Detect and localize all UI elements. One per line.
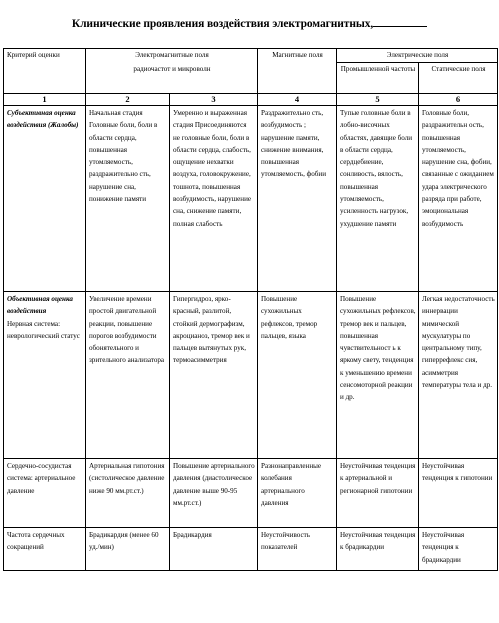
header-em-line1: Электромагнитные поля [135,51,209,59]
title-blank-line [373,17,427,27]
data-cell: Повышение сухожильных рефлексов, тремор век и пальцев, повышенная чувствительност ь к яркому свету, тенденция к уменьшению времени сенсомоторной реакции и др. [337,292,419,459]
criterion-cell [4,106,86,292]
header-industrial: Промышленной частоты [337,63,419,94]
table-row-heart-rate [4,528,498,571]
data-cell: Брадикардия [170,528,258,571]
document-title [0,17,499,30]
data-cell: Гипергидроз, ярко-красный, разлитой, стойкий дермографизм, акроцианоз, тремор век и пальцев вытянутых рук, термоасимметрия [170,292,258,459]
col-number: 6 [419,94,498,106]
data-cell: Головные боли, раздражительн ость, повышенная утомляемость, нарушение сна, фобии, связанные с ожиданием удара электрического разряда при работе, эмоциональная возбудимость [419,106,498,292]
data-cell: Неустойчивость показателей [258,528,337,571]
data-cell: Повышение сухожильных рефлексов, тремор пальцев, языка [258,292,337,459]
col-number: 3 [170,94,258,106]
table-row-subjective [4,106,498,292]
header-em-line2: радиочастот и микроволн [133,65,211,73]
data-cell: Тупые головные боли в лобно-височных областях, давящие боли в области сердца, сердцебиение, сонливость, вялость, повышенная утомляемость, усиленность нагрузок, ухудшение памяти [337,106,419,292]
header-electric: Электрические поля [337,49,498,63]
data-cell: Начальная стадия Головные боли, боли в области сердца, повышенная утомляемость, раздражительно сть, нарушение сна, понижение памяти [86,106,170,292]
header-row-1 [4,49,498,63]
manifestations-table [3,48,498,571]
col-number: 2 [86,94,170,106]
criterion-bold: Субъективная оценка воздействия (Жалобы) [7,109,79,130]
table-row-objective [4,292,498,459]
data-cell: Неустойчивая тенденция к брадикардии [419,528,498,571]
criterion-cell: Частота сердечных сокращений [4,528,86,571]
data-cell: Неустойчивая тенденция к брадикардии [337,528,419,571]
header-static: Статические поля [419,63,498,94]
header-em-fields [86,49,258,94]
col-number: 1 [4,94,86,106]
data-cell: Неустойчивая тенденция к артериальной и регионарной гипотонии [337,459,419,528]
col-number: 4 [258,94,337,106]
data-cell: Повышение артериального давления (диастолическое давление выше 90-95 мм.рт.ст.) [170,459,258,528]
title-text: Клинические проявления воздействия электромагнитных, [71,18,374,30]
data-cell: Умеренно и выраженная стадия Присоединяются не головные боли, боли в области сердца, слабость, ощущение нехватки воздуха, головокружение, тошнота, повышенная возбудимость, нарушение сна, снижение памяти, полная слабость [170,106,258,292]
header-criteria: Критерий оценки [4,49,86,94]
criterion-cell: Сердечно-сосудистая система: артериальное давление [4,459,86,528]
data-cell: Легкая недостаточность иннервации мимической мускулатуры по центральному типу, гиперрефлекс сия, асимметрия температуры тела и др. [419,292,498,459]
criterion-bold: Объективная оценка воздействия [7,295,73,316]
data-cell: Разнонаправленные колебания артериального давления [258,459,337,528]
number-row [4,94,498,106]
table-row-blood-pressure [4,459,498,528]
criterion-cell [4,292,86,459]
data-cell: Брадикардия (менее 60 уд./мин) [86,528,170,571]
col-number: 5 [337,94,419,106]
data-cell: Раздражительно сть, возбудимость ; нарушение памяти, снижение внимания, повышенная утомляемость, фобии [258,106,337,292]
data-cell: Артериальная гипотония (систолическое давление ниже 90 мм.рт.ст.) [86,459,170,528]
data-cell: Неустойчивая тенденция к гипотонии [419,459,498,528]
data-cell: Увеличение времени простой двигательной реакции, повышение порогов возбудимости обонятельного и зрительного анализатора [86,292,170,459]
criterion-text: Нервная система: неврологический статус [7,319,80,340]
header-magnetic: Магнитные поля [258,49,337,94]
